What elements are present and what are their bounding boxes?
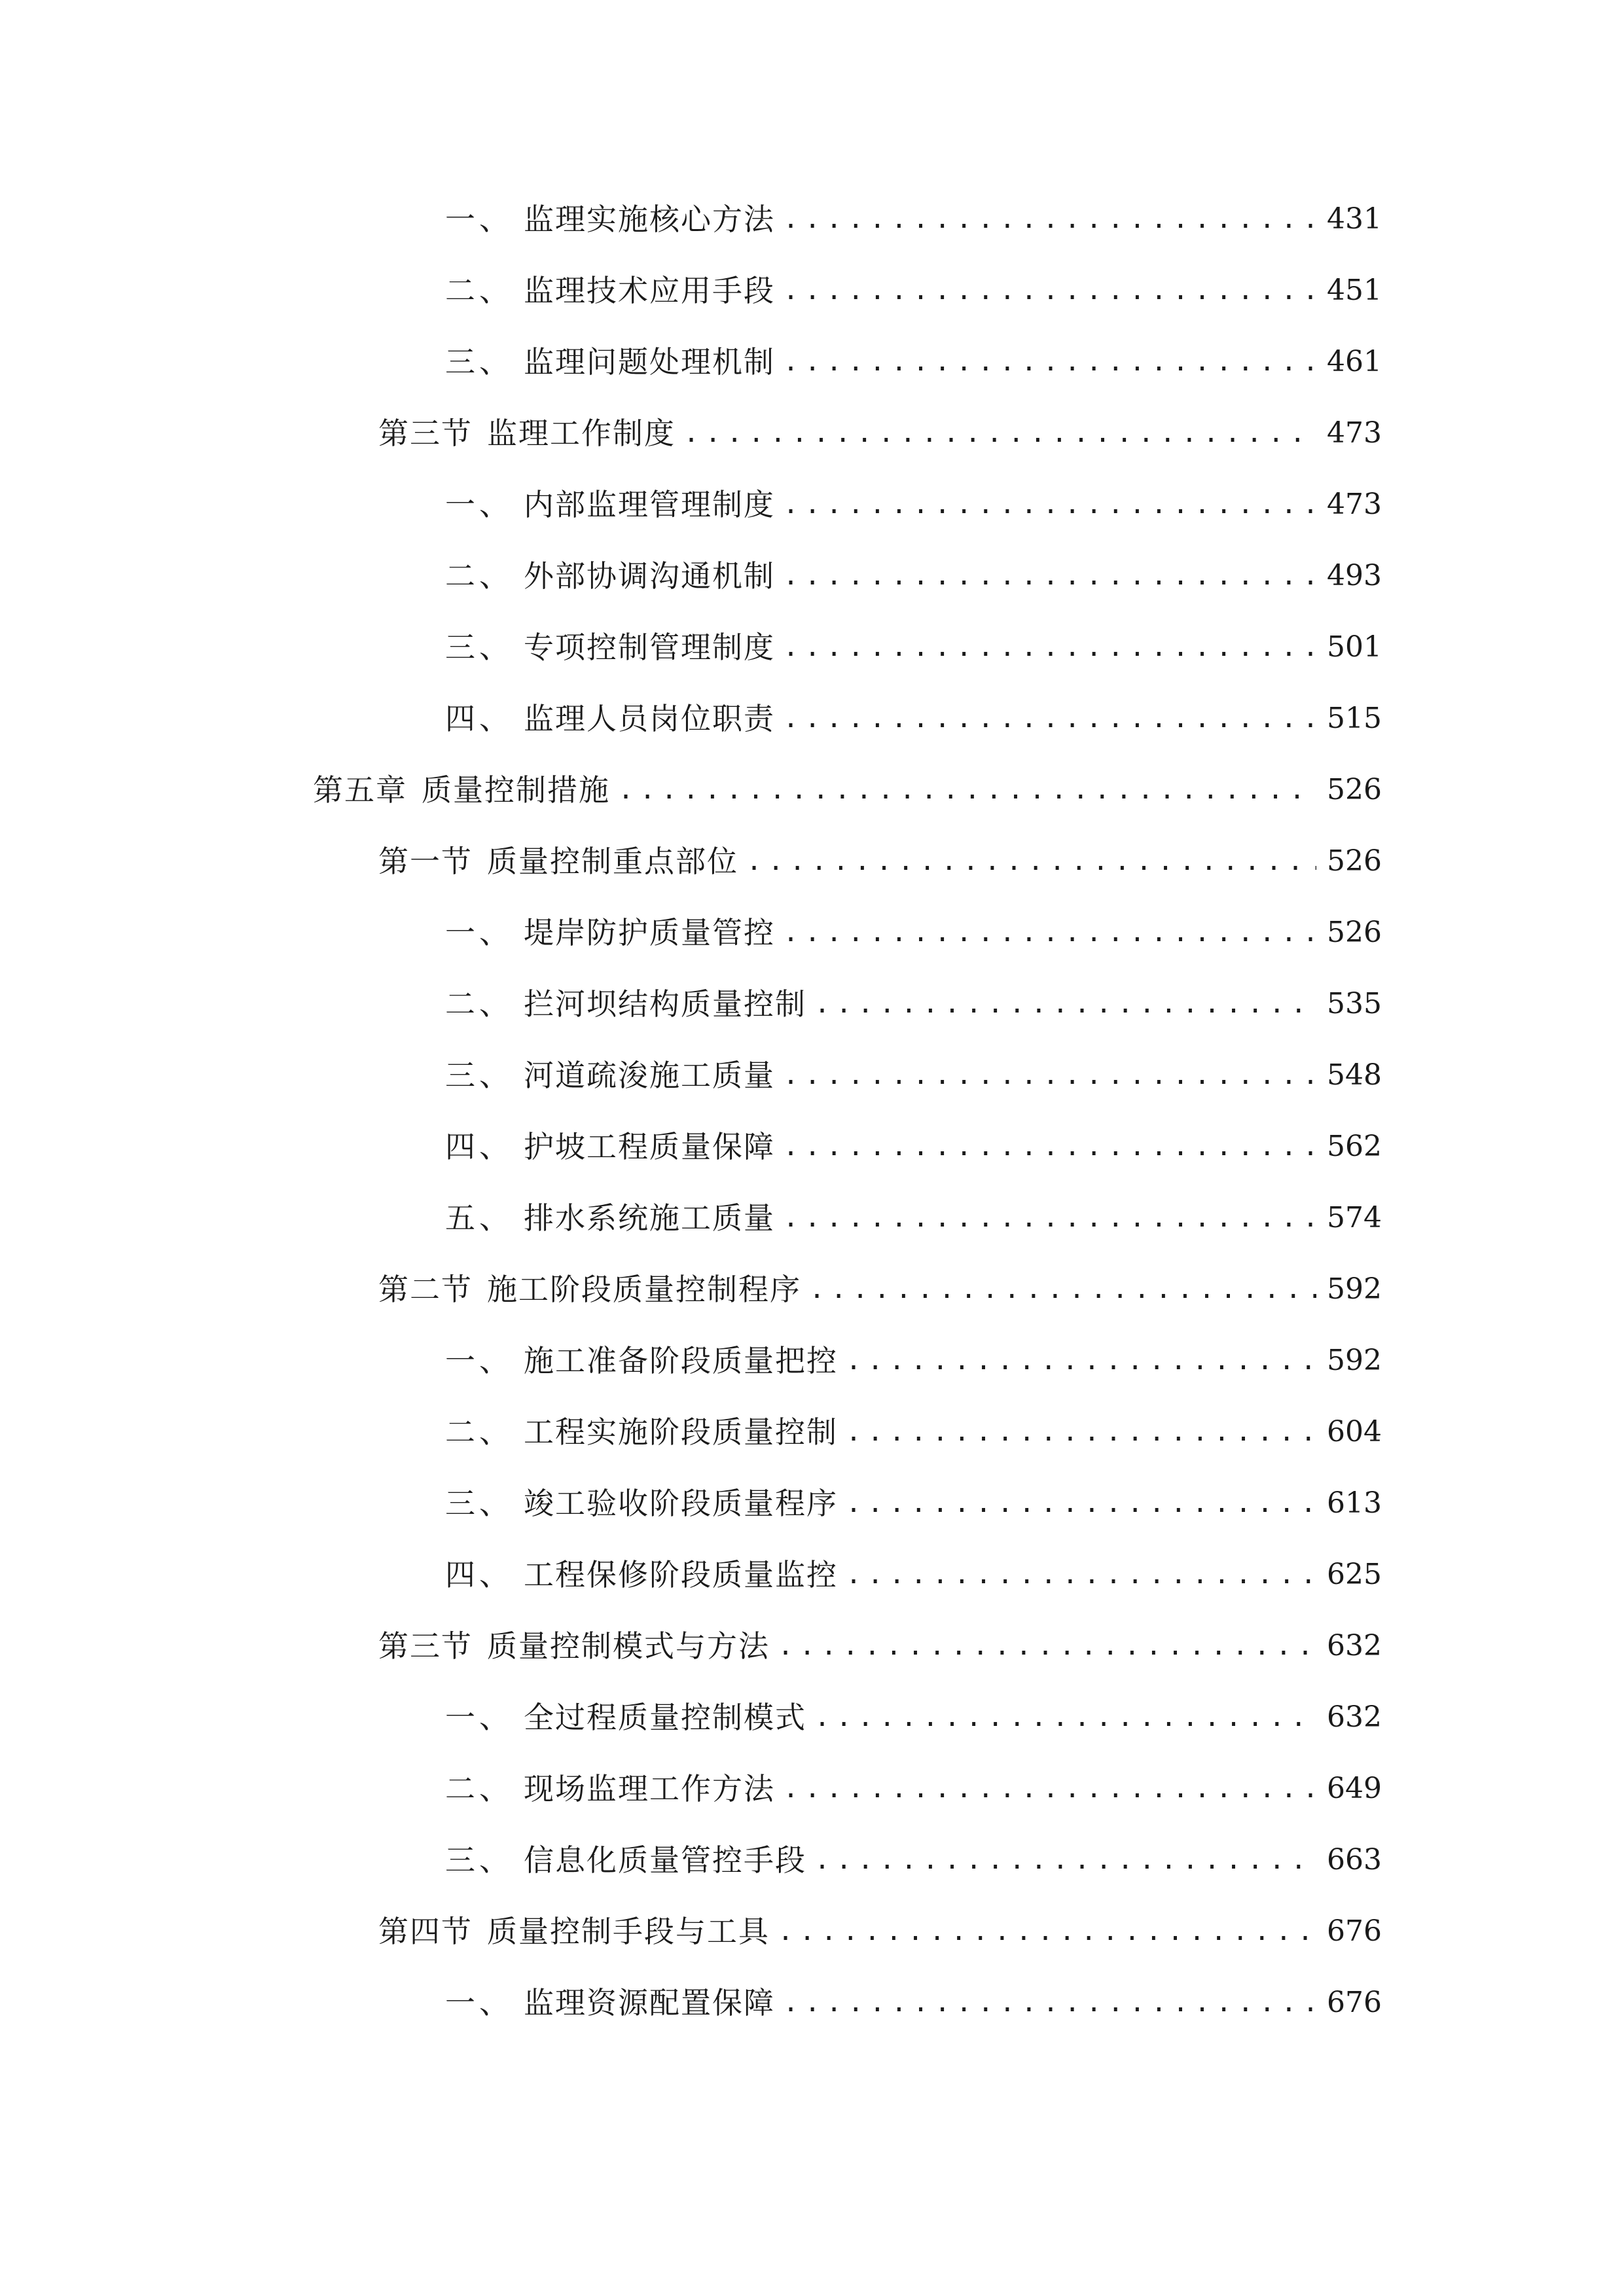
entry-title: 监理技术应用手段 [524, 273, 775, 308]
entry-title: 监理人员岗位职责 [524, 701, 775, 736]
entry-page-number: 431 [1327, 202, 1382, 236]
dot-leader [783, 339, 1316, 385]
toc-entry[interactable] [445, 1195, 1382, 1241]
toc-entry[interactable] [445, 482, 1382, 528]
entry-page-number: 676 [1327, 1914, 1382, 1948]
entry-page-number: 676 [1327, 1986, 1382, 2019]
toc-entry[interactable] [445, 910, 1382, 956]
entry-number: 二、 [445, 1771, 513, 1806]
toc-entry[interactable] [445, 1409, 1382, 1455]
entry-title: 专项控制管理制度 [524, 630, 775, 665]
entry-title: 监理实施核心方法 [524, 202, 775, 237]
entry-page-number: 592 [1327, 1272, 1382, 1306]
dot-leader [746, 838, 1316, 884]
toc-entry[interactable] [445, 1695, 1382, 1740]
entry-title: 内部监理管理制度 [524, 487, 775, 522]
dot-leader [846, 1338, 1316, 1384]
entry-title: 质量控制模式与方法 [487, 1628, 770, 1664]
dot-leader [783, 1980, 1316, 2026]
dot-leader [783, 553, 1316, 599]
dot-leader [783, 482, 1316, 528]
entry-title: 施工阶段质量控制程序 [487, 1272, 801, 1307]
toc-entry[interactable] [445, 1480, 1382, 1526]
entry-title: 质量控制手段与工具 [487, 1914, 770, 1949]
entry-number: 二、 [445, 1414, 513, 1450]
entry-number: 第一节 [378, 844, 473, 879]
entry-title: 信息化质量管控手段 [524, 1842, 806, 1878]
entry-number: 三、 [445, 1058, 513, 1093]
dot-leader [809, 1266, 1316, 1312]
toc-entry[interactable] [378, 410, 1382, 456]
toc-entry[interactable] [445, 553, 1382, 599]
entry-title: 质量控制重点部位 [487, 844, 738, 879]
entry-page-number: 526 [1327, 844, 1382, 878]
toc-entry[interactable] [445, 339, 1382, 385]
entry-page-number: 632 [1327, 1629, 1382, 1662]
entry-number: 二、 [445, 986, 513, 1022]
entry-page-number: 562 [1327, 1130, 1382, 1163]
entry-number: 一、 [445, 915, 513, 950]
entry-page-number: 613 [1327, 1486, 1382, 1520]
toc-entry[interactable] [378, 1909, 1382, 1954]
entry-number: 四、 [445, 1557, 513, 1592]
entry-page-number: 548 [1327, 1058, 1382, 1092]
toc-entry[interactable] [445, 624, 1382, 670]
entry-title: 质量控制措施 [422, 772, 610, 808]
toc-entry[interactable] [313, 767, 1382, 813]
dot-leader [783, 696, 1316, 742]
entry-number: 一、 [445, 487, 513, 522]
toc-entry[interactable] [445, 981, 1382, 1027]
entry-page-number: 535 [1327, 987, 1382, 1020]
entry-number: 第五章 [313, 772, 407, 808]
entry-title: 现场监理工作方法 [524, 1771, 775, 1806]
entry-number: 第二节 [378, 1272, 473, 1307]
dot-leader [846, 1552, 1316, 1598]
entry-page-number: 663 [1327, 1843, 1382, 1876]
entry-page-number: 632 [1327, 1700, 1382, 1734]
entry-page-number: 526 [1327, 773, 1382, 806]
toc-entry[interactable] [445, 1552, 1382, 1598]
entry-page-number: 473 [1327, 488, 1382, 521]
toc-entry[interactable] [378, 1623, 1382, 1669]
entry-number: 四、 [445, 701, 513, 736]
entry-page-number: 451 [1327, 274, 1382, 307]
entry-number: 三、 [445, 630, 513, 665]
entry-title: 竣工验收阶段质量程序 [524, 1486, 838, 1521]
toc-entry[interactable] [445, 1766, 1382, 1812]
entry-page-number: 574 [1327, 1201, 1382, 1234]
entry-title: 工程实施阶段质量控制 [524, 1414, 838, 1450]
dot-leader [778, 1623, 1316, 1669]
entry-title: 护坡工程质量保障 [524, 1129, 775, 1164]
entry-title: 监理资源配置保障 [524, 1985, 775, 2020]
dot-leader [783, 268, 1316, 314]
dot-leader [814, 1695, 1316, 1740]
dot-leader [846, 1409, 1316, 1455]
entry-title: 工程保修阶段质量监控 [524, 1557, 838, 1592]
entry-number: 第四节 [378, 1914, 473, 1949]
dot-leader [783, 196, 1316, 242]
toc-entry[interactable] [445, 268, 1382, 314]
toc-entry[interactable] [445, 1837, 1382, 1883]
dot-leader [783, 910, 1316, 956]
dot-leader [618, 767, 1316, 813]
dot-leader [814, 981, 1316, 1027]
dot-leader [783, 1766, 1316, 1812]
dot-leader [783, 1052, 1316, 1098]
dot-leader [783, 624, 1316, 670]
entry-page-number: 526 [1327, 916, 1382, 949]
entry-page-number: 515 [1327, 702, 1382, 735]
toc-entry[interactable] [445, 1052, 1382, 1098]
entry-title: 监理工作制度 [487, 416, 676, 451]
toc-entry[interactable] [378, 838, 1382, 884]
entry-number: 第三节 [378, 416, 473, 451]
entry-title: 全过程质量控制模式 [524, 1700, 806, 1735]
entry-page-number: 649 [1327, 1772, 1382, 1805]
toc-entry[interactable] [378, 1266, 1382, 1312]
entry-page-number: 501 [1327, 630, 1382, 664]
entry-number: 五、 [445, 1200, 513, 1236]
entry-page-number: 625 [1327, 1558, 1382, 1591]
entry-number: 三、 [445, 344, 513, 380]
entry-title: 河道疏浚施工质量 [524, 1058, 775, 1093]
dot-leader [783, 1195, 1316, 1241]
dot-leader [783, 1124, 1316, 1170]
entry-title: 外部协调沟通机制 [524, 558, 775, 594]
entry-number: 二、 [445, 558, 513, 594]
entry-number: 第三节 [378, 1628, 473, 1664]
entry-page-number: 473 [1327, 416, 1382, 450]
dot-leader [814, 1837, 1316, 1883]
toc-entry[interactable] [445, 696, 1382, 742]
dot-leader [846, 1480, 1316, 1526]
entry-number: 一、 [445, 202, 513, 237]
toc-entry[interactable] [445, 196, 1382, 242]
entry-page-number: 592 [1327, 1344, 1382, 1377]
entry-number: 一、 [445, 1985, 513, 2020]
entry-page-number: 604 [1327, 1415, 1382, 1448]
entry-title: 堤岸防护质量管控 [524, 915, 775, 950]
toc-entry[interactable] [445, 1124, 1382, 1170]
entry-title: 监理问题处理机制 [524, 344, 775, 380]
entry-number: 一、 [445, 1700, 513, 1735]
entry-number: 一、 [445, 1343, 513, 1378]
toc-entry[interactable] [445, 1338, 1382, 1384]
entry-title: 排水系统施工质量 [524, 1200, 775, 1236]
entry-number: 三、 [445, 1842, 513, 1878]
entry-number: 二、 [445, 273, 513, 308]
toc-entry[interactable] [445, 1980, 1382, 2026]
entry-title: 施工准备阶段质量把控 [524, 1343, 838, 1378]
entry-page-number: 493 [1327, 559, 1382, 592]
dot-leader [778, 1909, 1316, 1954]
entry-number: 四、 [445, 1129, 513, 1164]
entry-number: 三、 [445, 1486, 513, 1521]
entry-title: 拦河坝结构质量控制 [524, 986, 806, 1022]
entry-page-number: 461 [1327, 345, 1382, 378]
dot-leader [683, 410, 1316, 456]
